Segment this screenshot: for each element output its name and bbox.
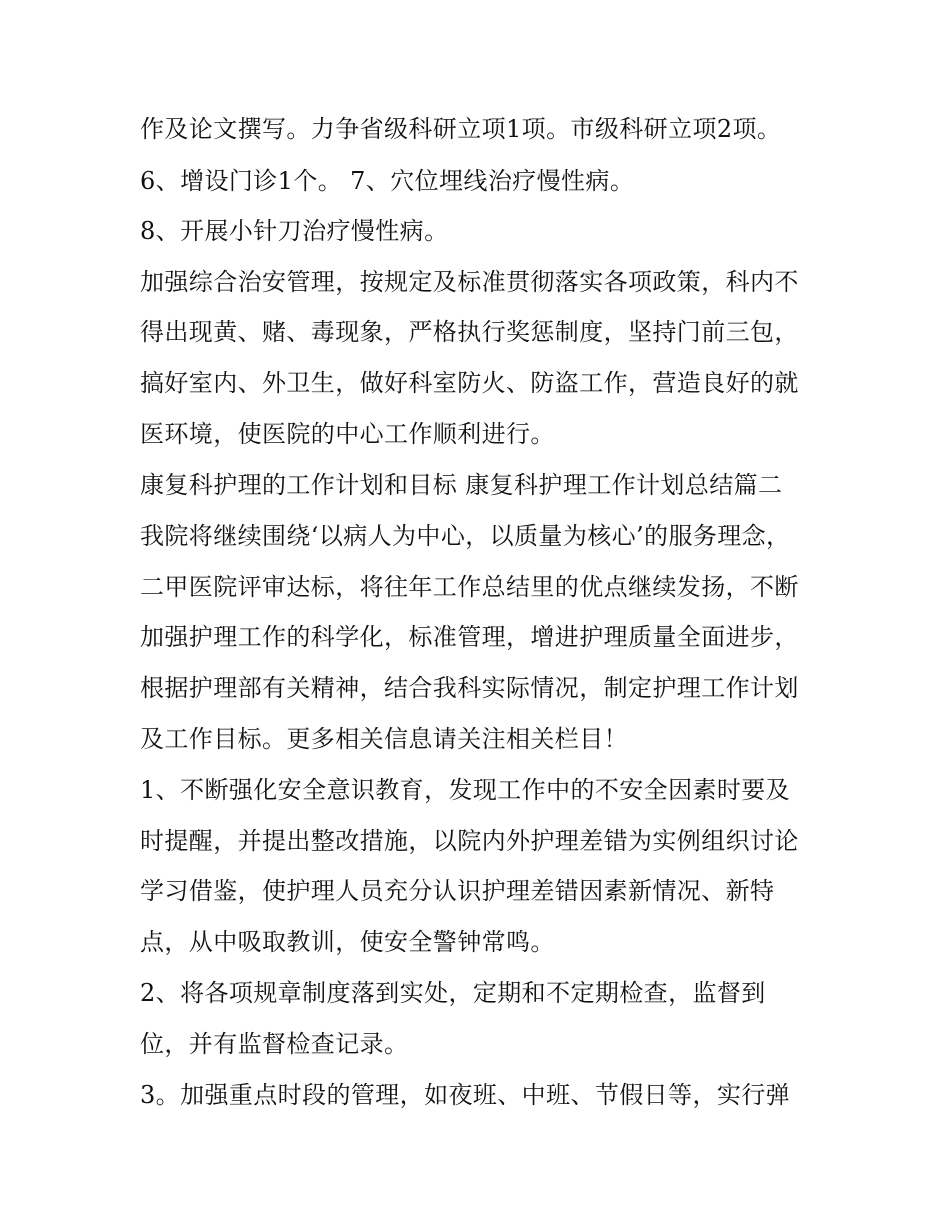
- text-line: 加强护理工作的科学化，标准管理，增进护理质量全面进步，: [140, 623, 799, 651]
- text-line: 二甲医院评审达标，将往年工作总结里的优点继续发扬，不断: [140, 573, 799, 601]
- text-line: 位，并有监督检查记录。: [140, 1030, 409, 1058]
- text-line: 加强综合治安管理，按规定及标准贯彻落实各项政策，科内不: [140, 268, 799, 296]
- text-line: 2、将各项规章制度落到实处，定期和不定期检查，监督到: [140, 979, 766, 1007]
- text-line: 6、增设门诊1个。 7、穴位埋线治疗慢性病。: [140, 167, 635, 195]
- text-line: 3。加强重点时段的管理，如夜班、中班、节假日等，实行弹: [140, 1081, 791, 1109]
- text-line: 医环境，使医院的中心工作顺利进行。: [140, 420, 555, 448]
- text-line: 及工作目标。更多相关信息请关注相关栏目！: [140, 725, 628, 753]
- text-line: 8、开展小针刀治疗慢性病。: [140, 217, 449, 245]
- text-line: 根据护理部有关精神，结合我科实际情况，制定护理工作计划: [140, 674, 799, 702]
- text-line: 学习借鉴，使护理人员充分认识护理差错因素新情况、新特: [140, 877, 775, 905]
- text-line: 1、不断强化安全意识教育，发现工作中的不安全因素时要及: [140, 776, 791, 804]
- text-line: 时提醒，并提出整改措施，以院内外护理差错为实例组织讨论: [140, 827, 799, 855]
- text-line: 点，从中吸取教训，使安全警钟常鸣。: [140, 928, 555, 956]
- text-line: 得出现黄、赌、毒现象，严格执行奖惩制度，坚持门前三包，: [140, 318, 799, 346]
- text-line: 我院将继续围绕‘以病人为中心，以质量为核心’的服务理念，: [140, 522, 791, 550]
- text-line: 作及论文撰写。力争省级科研立项1项。市级科研立项2项。: [140, 115, 782, 143]
- text-line: 搞好室内、外卫生，做好科室防火、防盗工作，营造良好的就: [140, 369, 799, 397]
- text-line: 康复科护理的工作计划和目标 康复科护理工作计划总结篇二: [140, 471, 783, 499]
